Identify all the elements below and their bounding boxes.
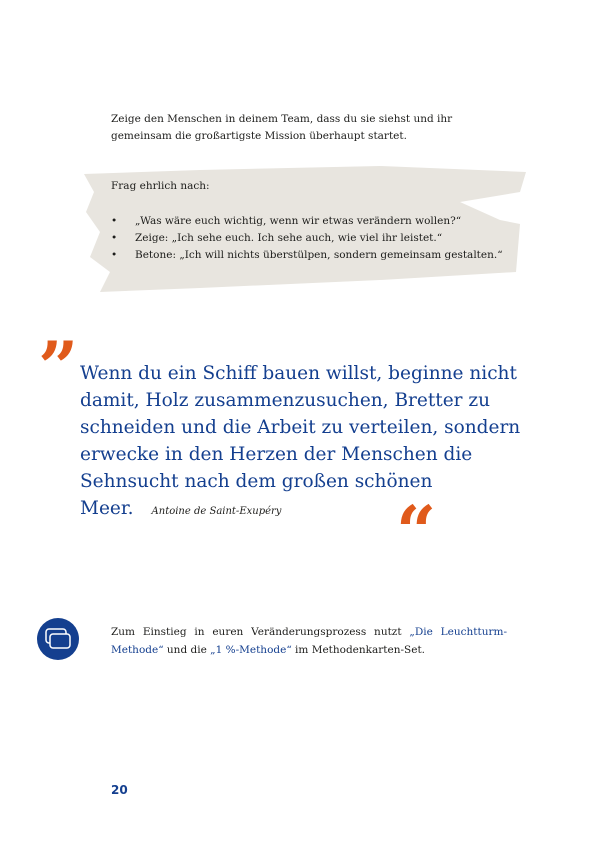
list-item: • Betone: „Ich will nichts überstülpen, sondern gemeinsam gestalten.“ xyxy=(111,249,503,261)
open-quote-mark: ” xyxy=(38,326,79,409)
method-tip: Zum Einstieg in euren Veränderungsprozess nutzt „Die Leuchtturm-Methode“ und die „1 %-Methode“ im Methodenkarten-Set. xyxy=(111,626,507,656)
list-item: • „Was wäre euch wichtig, wenn wir etwas verändern wollen?“ xyxy=(111,215,462,227)
intro-text: Zeige den Menschen in deinem Team, dass du sie siehst und ihr gemeinsam die großartigste Mission überhaupt startet. xyxy=(111,113,453,142)
one-percent-method-link[interactable]: „1 %-Methode“ xyxy=(210,644,292,656)
box-heading: Frag ehrlich nach: xyxy=(111,180,210,192)
page-number: 20 xyxy=(111,783,128,797)
question-list xyxy=(111,213,521,264)
list-item: • Zeige: „Ich sehe euch. Ich sehe auch, wie viel ihr leistet.“ xyxy=(111,232,443,244)
quote: Wenn du ein Schiff bauen willst, beginne nicht damit, Holz zusammenzusuchen, Bretter zu schneiden und die Arbeit zu verteilen, sondern erwecke in den Herzen der Menschen die Sehnsucht nach dem großen schönen Meer. Antoine de Saint-Exupéry xyxy=(80,363,521,519)
question-box xyxy=(111,180,521,264)
cards-icon xyxy=(37,618,79,660)
quote-author: Antoine de Saint-Exupéry xyxy=(151,506,282,517)
close-quote-mark: “ xyxy=(396,490,437,573)
leuchtturm-method-link[interactable]: „Die Leuchtturm-Methode“ xyxy=(111,626,507,656)
